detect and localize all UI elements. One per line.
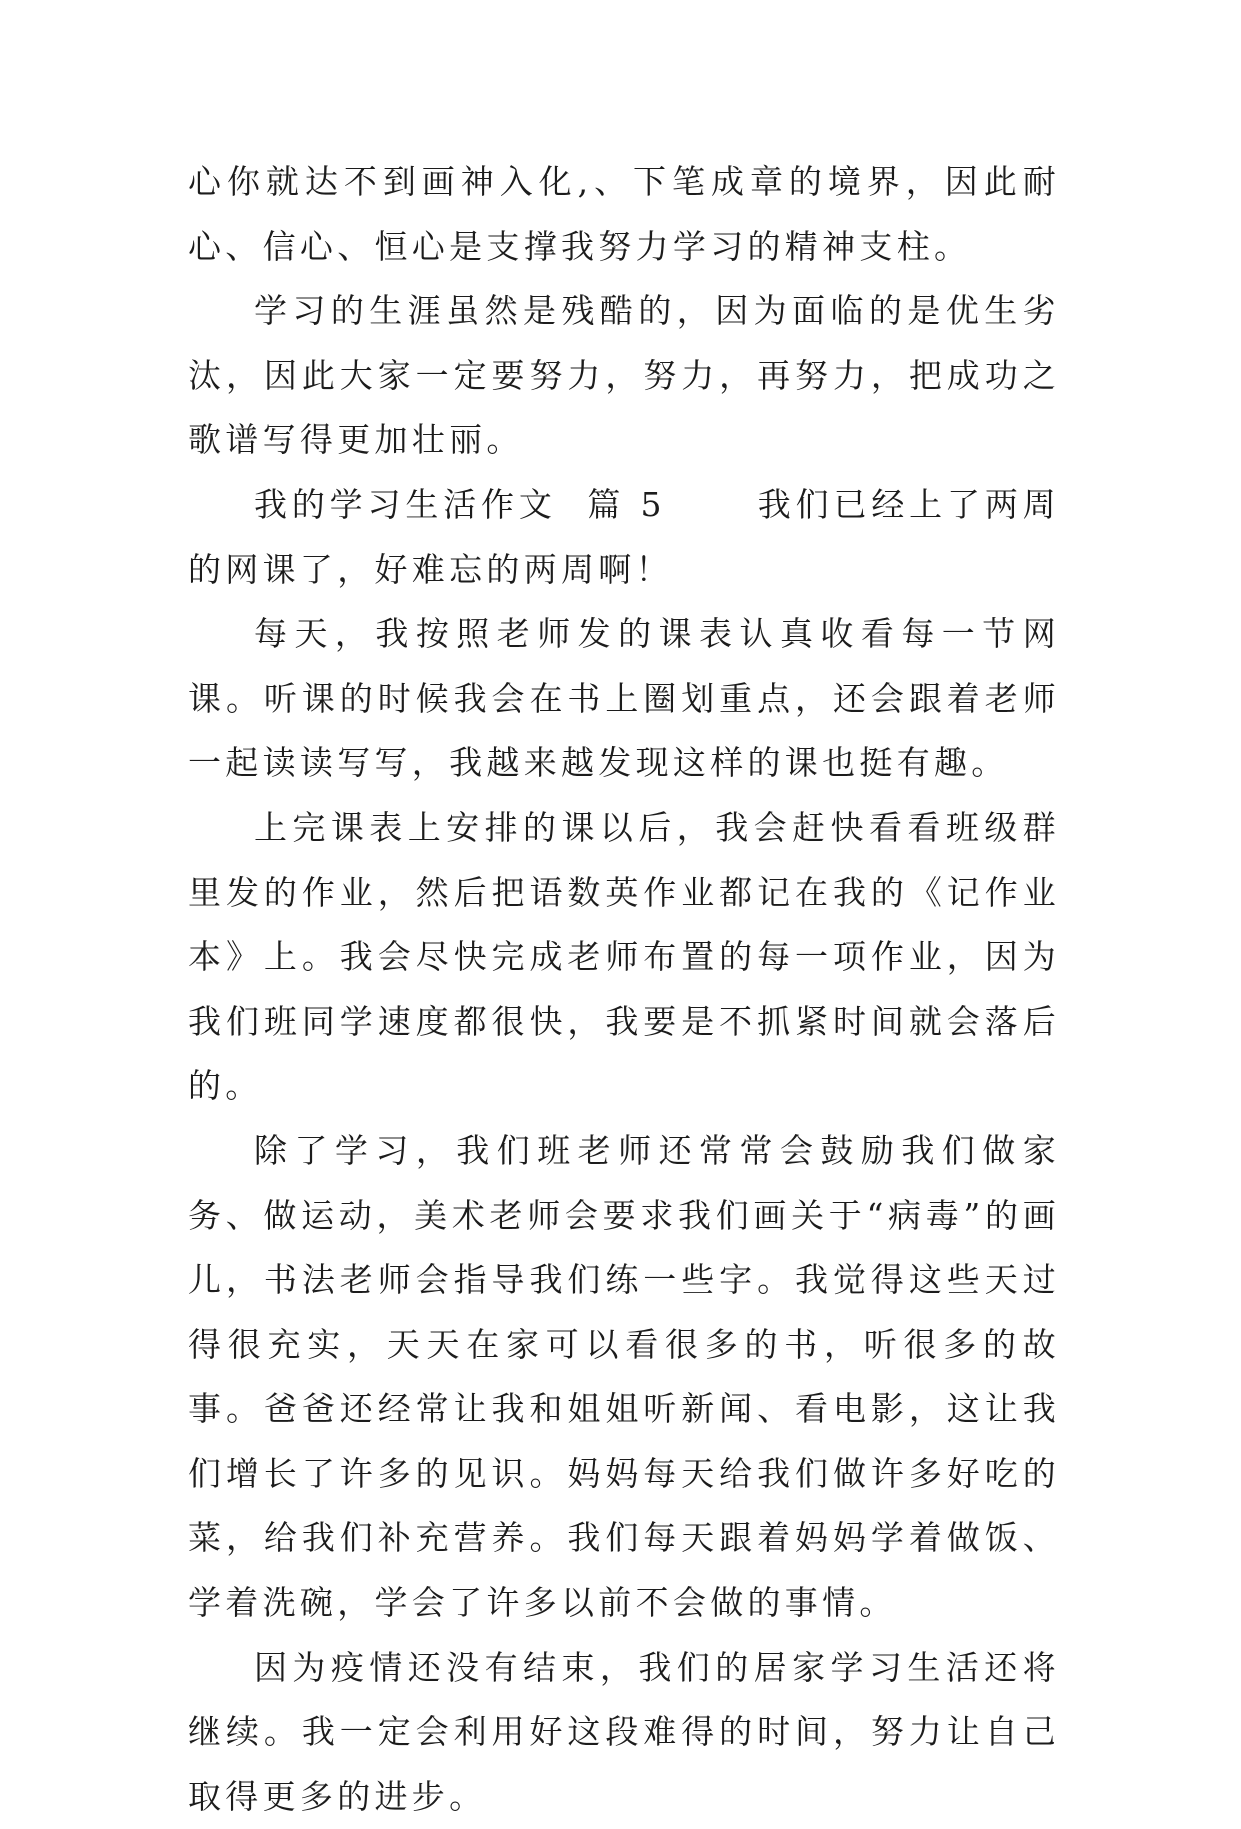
paragraph: 上完课表上安排的课以后，我会赶快看看班级群里发的作业，然后把语数英作业都记在我的《记作业本》上。我会尽快完成老师布置的每一项作业，因为我们班同学速度都很快，我要是不抓紧时间就会落后的。 xyxy=(188,807,1060,1106)
essay-heading-paragraph: 我的学习生活作文 篇 5 我们已经上了两周的网课了，好难忘的两周啊！ xyxy=(188,484,1060,589)
paragraph-continued: 心你就达不到画神入化,、下笔成章的境界，因此耐心、信心、恒心是支撑我努力学习的精神支柱。 xyxy=(188,162,1060,266)
essay-body xyxy=(188,150,1060,1829)
paragraph: 学习的生涯虽然是残酷的，因为面临的是优生劣汰，因此大家一定要努力，努力，再努力，把成功之歌谱写得更加壮丽。 xyxy=(188,291,1060,460)
paragraph: 因为疫情还没有结束，我们的居家学习生活还将继续。我一定会利用好这段难得的时间，努力让自己取得更多的进步。 xyxy=(188,1647,1060,1816)
paragraph: 除了学习，我们班老师还常常会鼓励我们做家务、做运动，美术老师会要求我们画关于“病毒”的画儿，书法老师会指导我们练一些字。我觉得这些天过得很充实，天天在家可以看很多的书，听很多的故事。爸爸还经常让我和姐姐听新闻、看电影，这让我们增长了许多的见识。妈妈每天给我们做许多好吃的菜，给我们补充营养。我们每天跟着妈妈学着做饭、学着洗碗，学会了许多以前不会做的事情。 xyxy=(188,1130,1060,1623)
paragraph: 每天，我按照老师发的课表认真收看每一节网课。听课的时候我会在书上圈划重点，还会跟着老师一起读读写写，我越来越发现这样的课也挺有趣。 xyxy=(188,614,1060,783)
